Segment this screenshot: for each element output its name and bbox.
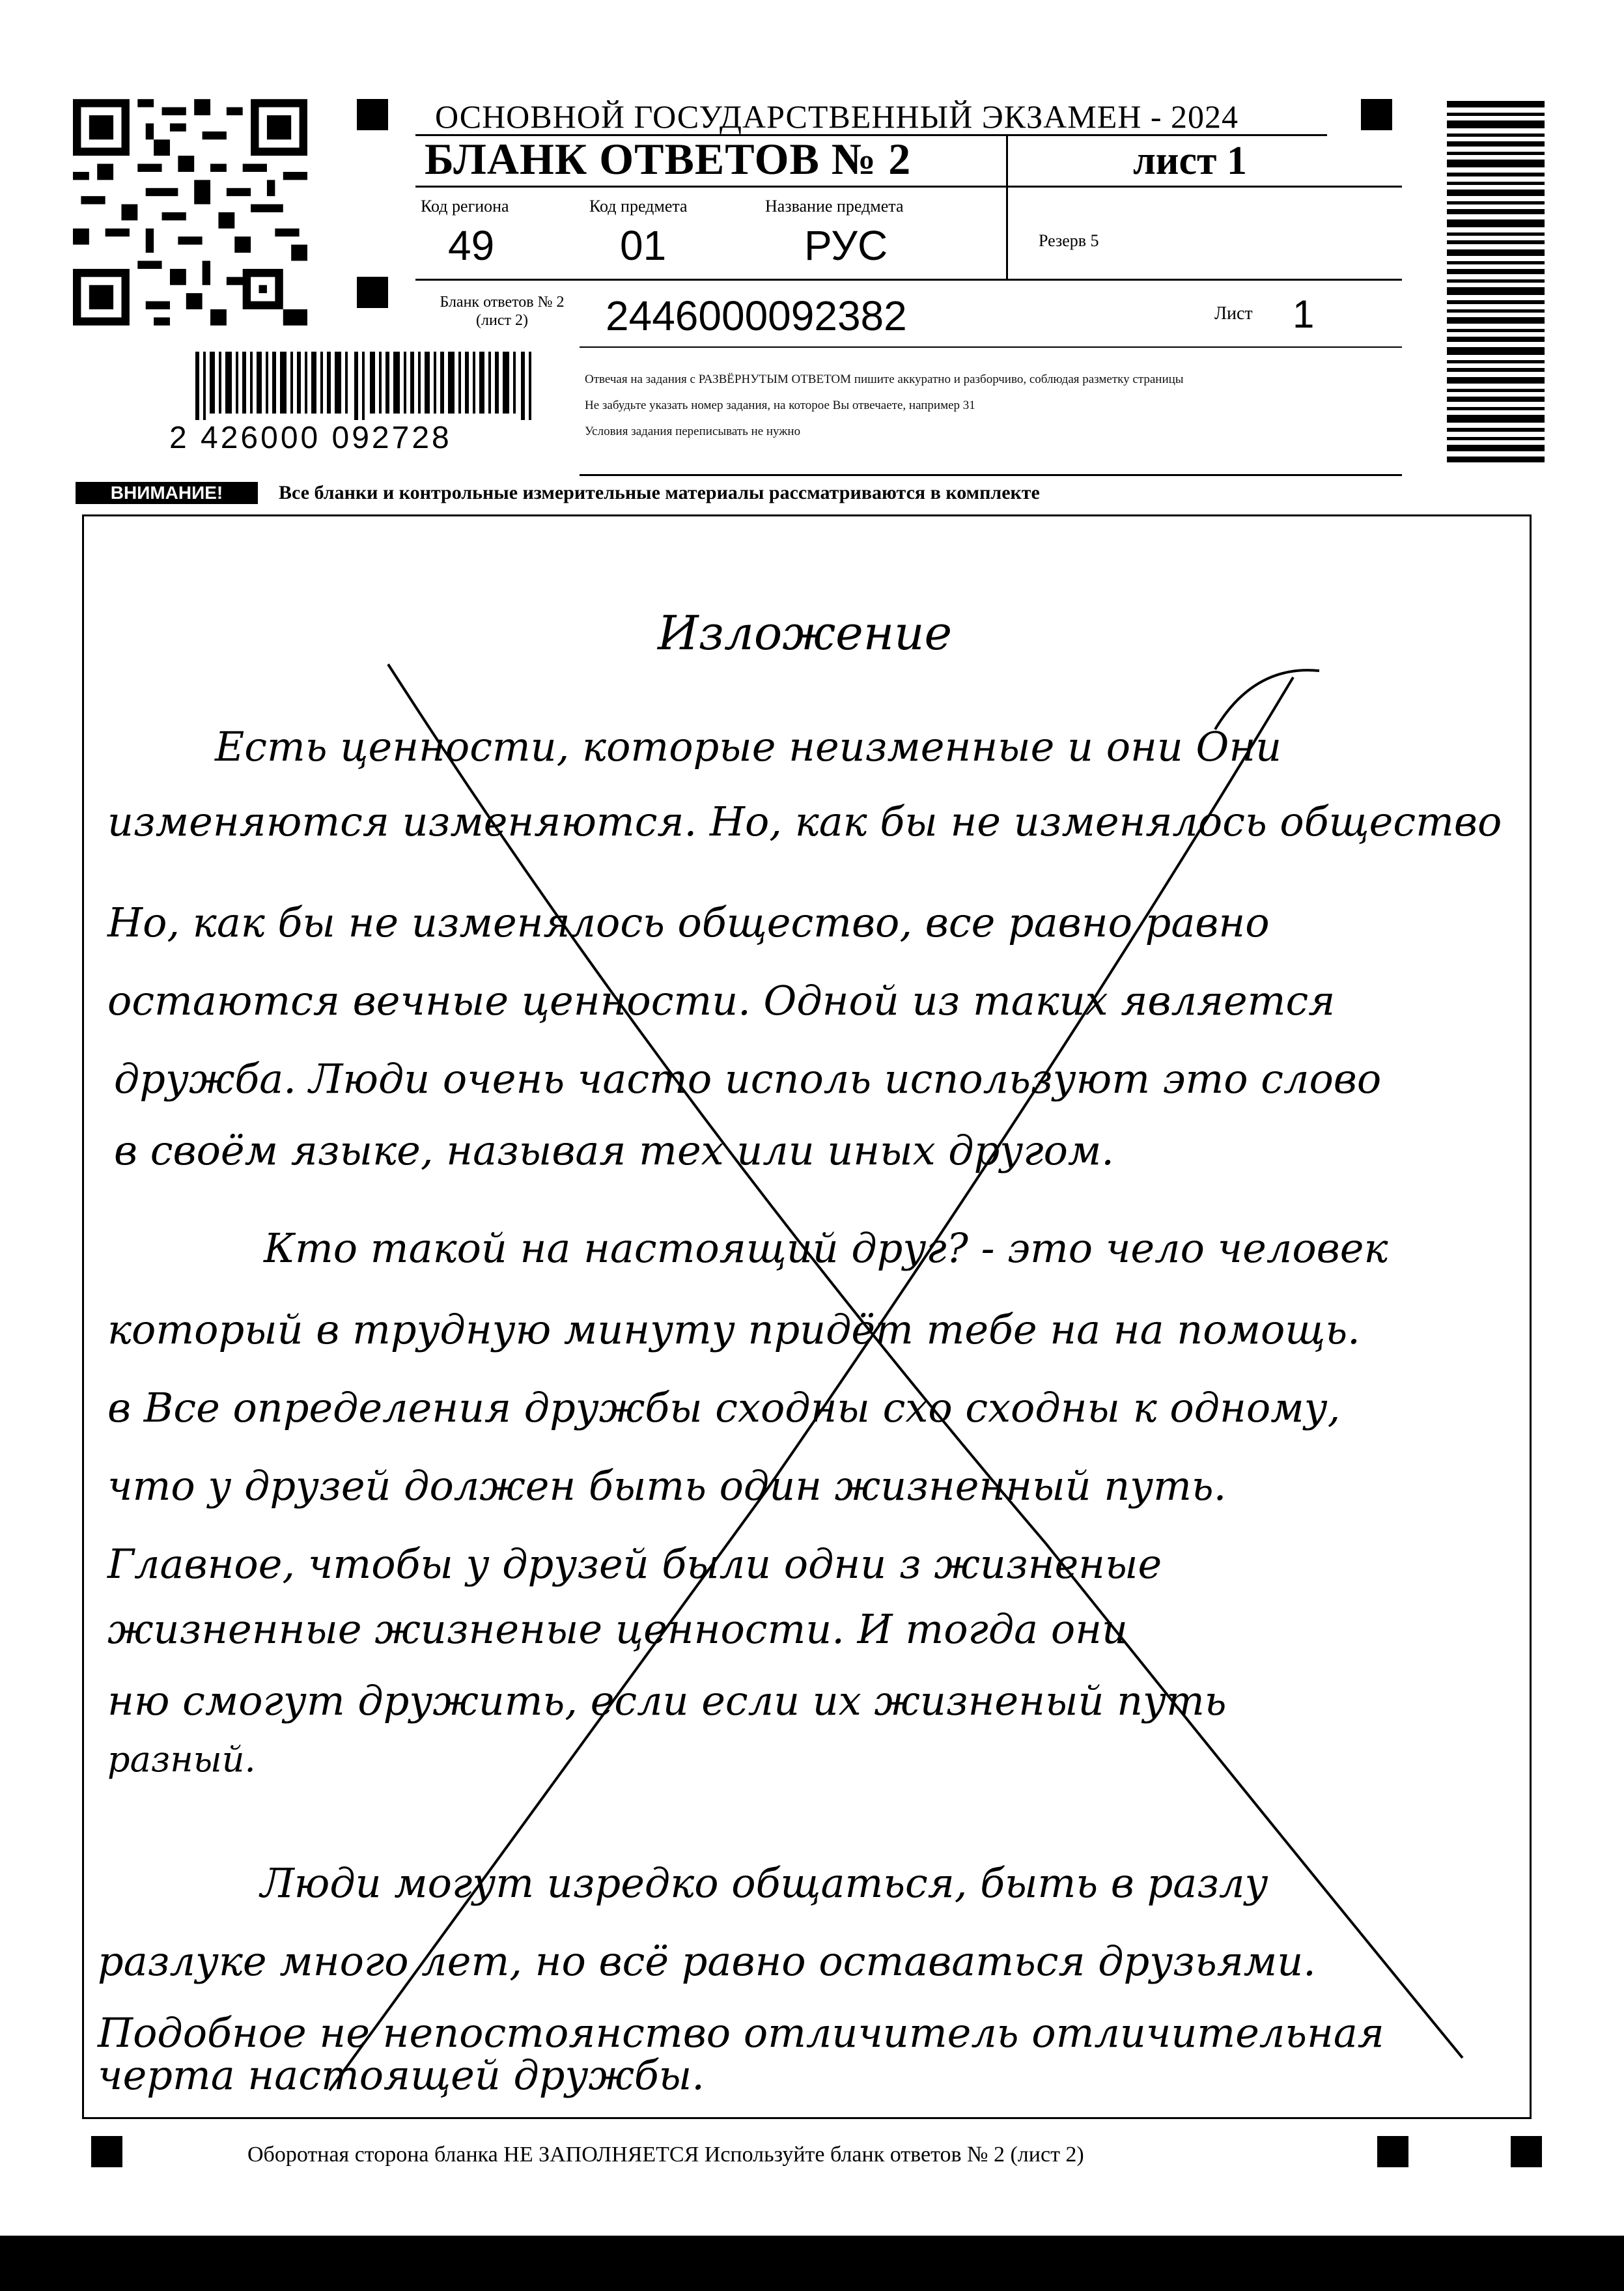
region-value: 49 xyxy=(448,222,495,269)
barcode-digits: 2 426000 092728 xyxy=(169,421,452,455)
answer-line: Подобное не непостоянство отличитель отличительная xyxy=(98,2009,1384,2057)
answer-line: который в трудную минуту придёт тебе на на помощь. xyxy=(107,1306,1360,1353)
instruction-line: Не забудьте указать номер задания, на которое Вы отвечаете, например 31 xyxy=(585,399,975,412)
scan-border xyxy=(0,2236,1624,2291)
answer-line: в Все определения дружбы сходны схо сходны к одному, xyxy=(107,1384,1341,1431)
answer-line: остаются вечные ценности. Одной из таких является xyxy=(107,977,1336,1024)
header-rule xyxy=(580,474,1402,476)
barcode xyxy=(195,352,534,420)
answer-line: Есть ценности, которые неизменные и они Они xyxy=(215,723,1282,770)
subject-code-label: Код предмета xyxy=(589,197,688,216)
blank-number: 2446000092382 xyxy=(606,292,907,339)
cross-out-mark xyxy=(82,514,1532,2119)
registration-mark xyxy=(1361,99,1392,130)
answer-line: разлуке много лет, но всё равно оставаться друзьями. xyxy=(98,1937,1316,1985)
answer-line: ню смогут дружить, если если их жизненый путь xyxy=(107,1677,1227,1724)
answer-line: жизненные жизненые ценности. И тогда они xyxy=(107,1605,1128,1653)
footer-note: Оборотная сторона бланка НЕ ЗАПОЛНЯЕТСЯ Используйте бланк ответов № 2 (лист 2) xyxy=(247,2143,1084,2167)
answer-line: изменяются изменяются. Но, как бы не изменялось общество xyxy=(107,798,1502,845)
answer-line: Главное, чтобы у друзей были одни з жизненые xyxy=(107,1540,1162,1588)
reserve-field: Резерв 5 xyxy=(1039,231,1099,250)
registration-mark xyxy=(1511,2136,1542,2167)
qr-code xyxy=(73,99,307,326)
answer-line: дружба. Люди очень часто исполь используют это слово xyxy=(114,1055,1382,1103)
header-rule xyxy=(415,279,1402,281)
subject-code-value: 01 xyxy=(620,222,667,269)
answer-line: Но, как бы не изменялось общество, все равно равно xyxy=(107,899,1270,946)
header-divider xyxy=(1006,134,1008,279)
attention-text: Все бланки и контрольные измерительные материалы рассматриваются в комплекте xyxy=(279,482,1040,503)
answer-line: разный. xyxy=(107,1739,256,1780)
registration-mark xyxy=(1377,2136,1408,2167)
answer-line: что у друзей должен быть один жизненный путь. xyxy=(107,1462,1227,1510)
answer-line: Люди могут изредко общаться, быть в разлу xyxy=(260,1859,1268,1907)
answer-line: черта настоящей дружбы. xyxy=(98,2051,705,2099)
list-label: Лист xyxy=(1214,303,1253,324)
header-rule xyxy=(580,346,1402,348)
form-title: БЛАНК ОТВЕТОВ № 2 xyxy=(425,134,912,184)
blank-label: Бланк ответов № 2 (лист 2) xyxy=(440,294,565,329)
exam-title: ОСНОВНОЙ ГОСУДАРСТВЕННЫЙ ЭКЗАМЕН - 2024 xyxy=(435,98,1239,135)
registration-mark xyxy=(357,99,388,130)
answer-title: Изложение xyxy=(658,606,953,660)
attention-badge: ВНИМАНИЕ! xyxy=(76,482,258,504)
region-label: Код региона xyxy=(421,197,509,216)
answer-line: в своём языке, называя тех или иных другом. xyxy=(114,1127,1115,1174)
sheet-title: лист 1 xyxy=(1133,139,1247,183)
list-value: 1 xyxy=(1293,292,1315,336)
side-barcode xyxy=(1447,101,1545,462)
subject-name-label: Название предмета xyxy=(765,197,904,216)
registration-mark xyxy=(91,2136,122,2167)
header-rule xyxy=(415,186,1402,188)
registration-mark xyxy=(357,277,388,308)
instruction-line: Условия задания переписывать не нужно xyxy=(585,425,801,438)
instruction-line: Отвечая на задания с РАЗВЁРНУТЫМ ОТВЕТОМ пишите аккуратно и разборчиво, соблюдая разметку страницы xyxy=(585,372,1184,386)
subject-name-value: РУС xyxy=(804,222,888,269)
answer-line: Кто такой на настоящий друг? - это чело человек xyxy=(264,1224,1388,1272)
